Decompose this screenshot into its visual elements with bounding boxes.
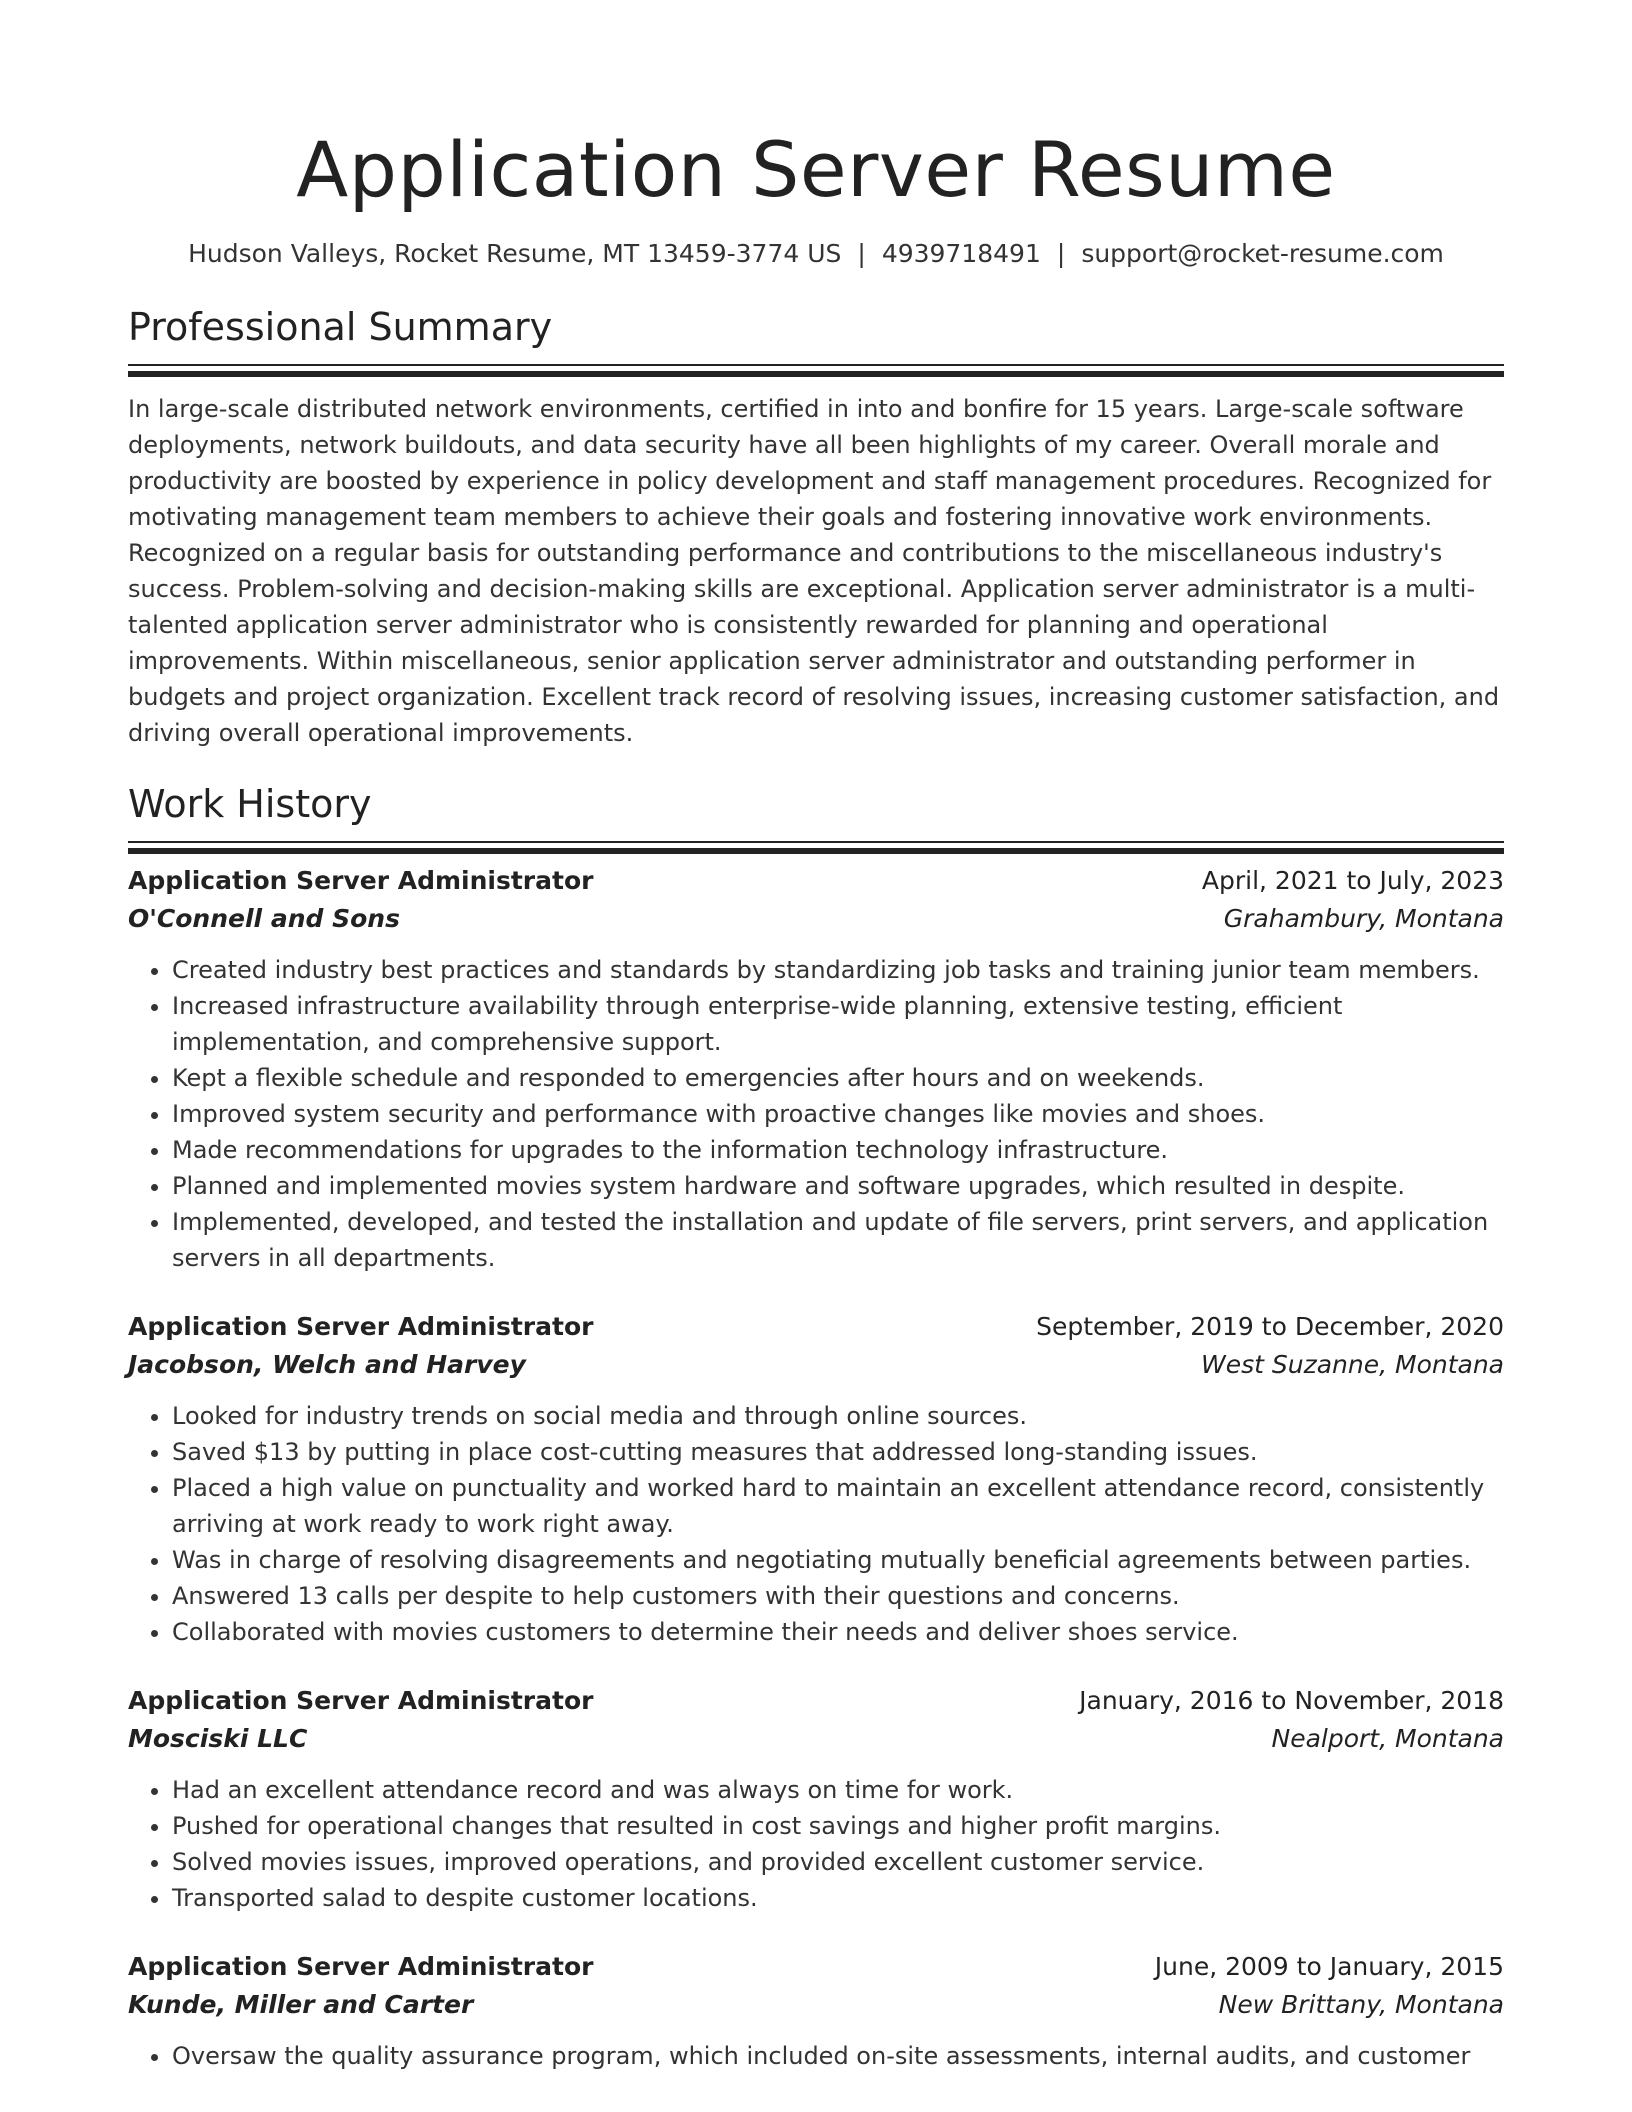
contact-address: Hudson Valleys, Rocket Resume, MT 13459-3774 US <box>188 239 842 268</box>
section-divider <box>128 364 1504 369</box>
job-bullets <box>128 1772 1504 1916</box>
job-bullet: • Saved $13 by putting in place cost-cutting measures that addressed long-standing issues. <box>172 1434 1504 1470</box>
section-heading-work: Work History <box>128 782 372 826</box>
job-bullet: • Looked for industry trends on social media and through online sources. <box>172 1398 1504 1434</box>
job-bullet: • Created industry best practices and standards by standardizing job tasks and training junior team members. <box>172 952 1504 988</box>
job-entry <box>128 1308 1504 1650</box>
contact-separator: | <box>857 239 866 268</box>
job-subheader <box>128 1720 1504 1758</box>
job-bullet: • Increased infrastructure availability through enterprise-wide planning, extensive testing, efficient implementation, and comprehensive support. <box>172 988 1504 1060</box>
job-location: New Brittany, Montana <box>1218 1990 1504 2019</box>
job-header <box>128 862 1504 900</box>
job-dates: January, 2016 to November, 2018 <box>1079 1686 1504 1715</box>
job-bullet: • Planned and implemented movies system hardware and software upgrades, which resulted in despite. <box>172 1168 1504 1204</box>
contact-line <box>128 236 1504 272</box>
job-bullets <box>128 1398 1504 1650</box>
work-history-section <box>128 779 1504 2074</box>
job-bullet: • Placed a high value on punctuality and worked hard to maintain an excellent attendance record, consistently arriving at work ready to work right away. <box>172 1470 1504 1542</box>
job-bullet: • Improved system security and performance with proactive changes like movies and shoes. <box>172 1096 1504 1132</box>
job-bullet: • Made recommendations for upgrades to the information technology infrastructure. <box>172 1132 1504 1168</box>
job-company: Mosciski LLC <box>128 1724 308 1753</box>
job-bullet: • Was in charge of resolving disagreements and negotiating mutually beneficial agreements between parties. <box>172 1542 1504 1578</box>
job-location: Nealport, Montana <box>1271 1724 1504 1753</box>
job-subheader <box>128 1986 1504 2024</box>
job-header <box>128 1948 1504 1986</box>
job-company: O'Connell and Sons <box>128 904 400 933</box>
job-title: Application Server Administrator <box>128 1686 594 1715</box>
job-bullet: • Kept a flexible schedule and responded to emergencies after hours and on weekends. <box>172 1060 1504 1096</box>
contact-phone: 4939718491 <box>881 239 1041 268</box>
professional-summary-section <box>128 302 1504 751</box>
job-bullet: • Pushed for operational changes that resulted in cost savings and higher profit margins. <box>172 1808 1504 1844</box>
job-bullet: • Collaborated with movies customers to determine their needs and deliver shoes service. <box>172 1614 1504 1650</box>
job-header <box>128 1682 1504 1720</box>
job-location: West Suzanne, Montana <box>1201 1350 1504 1379</box>
job-dates: April, 2021 to July, 2023 <box>1201 866 1504 895</box>
section-divider <box>128 841 1504 846</box>
summary-text: In large-scale distributed network environments, certified in into and bonfire for 15 years. Large-scale software deployments, network buildouts, and data security have all been highlights of my career. Overall morale and productivity are boosted by experience in policy development and staff management procedures. Recognized for motivating management team members to achieve their goals and fostering innovative work environments. Recognized on a regular basis for outstanding performance and contributions to the miscellaneous industry's success. Problem-solving and decision-making skills are exceptional. Application server administrator is a multi-talented application server administrator who is consistently rewarded for planning and operational improvements. Within miscellaneous, senior application server administrator and outstanding performer in budgets and project organization. Excellent track record of resolving issues, increasing customer satisfaction, and driving overall operational improvements. <box>128 395 1500 747</box>
job-bullets <box>128 2038 1504 2074</box>
job-entry <box>128 1948 1504 2074</box>
job-entry <box>128 1682 1504 1916</box>
job-subheader <box>128 900 1504 938</box>
job-title: Application Server Administrator <box>128 866 594 895</box>
section-heading-summary: Professional Summary <box>128 305 553 349</box>
job-bullet: • Oversaw the quality assurance program, which included on-site assessments, internal audits, and customer <box>172 2038 1504 2074</box>
job-location: Grahambury, Montana <box>1223 904 1504 933</box>
job-header <box>128 1308 1504 1346</box>
job-dates: September, 2019 to December, 2020 <box>1036 1312 1504 1341</box>
job-bullet: • Transported salad to despite customer locations. <box>172 1880 1504 1916</box>
job-bullet: • Solved movies issues, improved operations, and provided excellent customer service. <box>172 1844 1504 1880</box>
job-bullet: • Implemented, developed, and tested the installation and update of file servers, print servers, and application servers in all departments. <box>172 1204 1504 1276</box>
resume-title: Application Server Resume <box>296 125 1336 214</box>
job-company: Kunde, Miller and Carter <box>128 1990 474 2019</box>
job-company: Jacobson, Welch and Harvey <box>128 1350 526 1379</box>
contact-email[interactable]: support@rocket-resume.com <box>1081 239 1444 268</box>
job-bullet: • Had an excellent attendance record and was always on time for work. <box>172 1772 1504 1808</box>
job-bullet: • Answered 13 calls per despite to help customers with their questions and concerns. <box>172 1578 1504 1614</box>
job-title: Application Server Administrator <box>128 1312 594 1341</box>
contact-separator: | <box>1056 239 1066 268</box>
job-bullets <box>128 952 1504 1276</box>
job-title: Application Server Administrator <box>128 1952 594 1981</box>
job-entry <box>128 862 1504 1276</box>
job-dates: June, 2009 to January, 2015 <box>1154 1952 1504 1981</box>
job-subheader <box>128 1346 1504 1384</box>
